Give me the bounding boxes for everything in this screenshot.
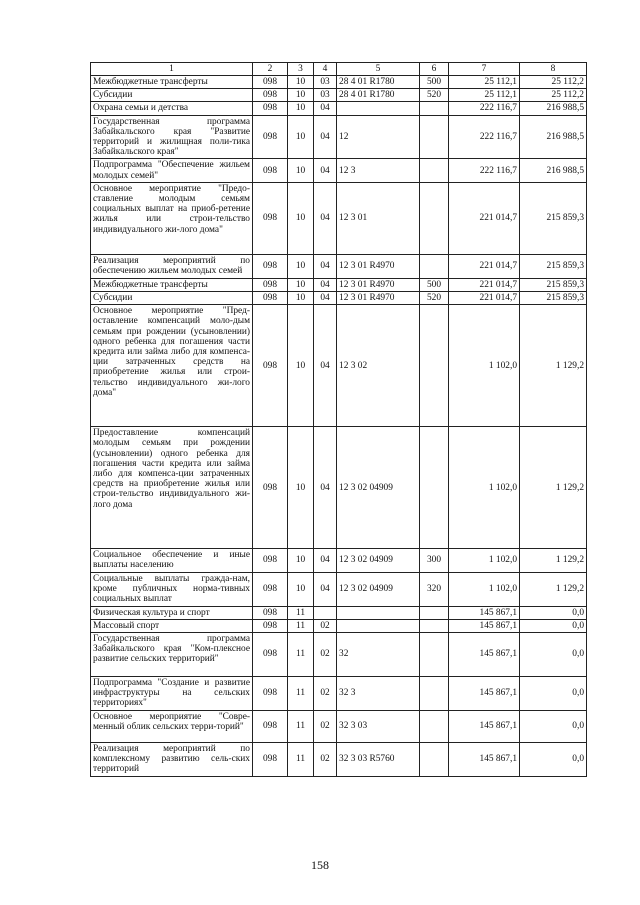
table-row <box>91 278 587 291</box>
table-row <box>91 619 587 632</box>
ministry-code: 098 <box>253 633 288 677</box>
table-row <box>91 572 587 606</box>
table-row <box>91 606 587 619</box>
row-name: Субсидии <box>91 89 253 102</box>
row-name: Социальные выплаты гражда-нам, кроме публичных норма-тивных социальных выплат <box>91 572 253 606</box>
section-code: 10 <box>288 572 314 606</box>
target-code: 12 3 02 04909 <box>337 549 420 572</box>
amount-year-1: 221 014,7 <box>449 254 520 278</box>
target-code <box>337 606 420 619</box>
subsection-code: 02 <box>314 633 337 677</box>
ministry-code: 098 <box>253 305 288 427</box>
amount-year-2: 1 129,2 <box>520 572 587 606</box>
section-code: 10 <box>288 292 314 305</box>
column-number: 4 <box>314 63 337 76</box>
expense-type-code <box>420 710 449 742</box>
amount-year-1: 145 867,1 <box>449 710 520 742</box>
ministry-code: 098 <box>253 710 288 742</box>
amount-year-2: 25 112,2 <box>520 89 587 102</box>
column-number: 2 <box>253 63 288 76</box>
section-code: 10 <box>288 76 314 89</box>
subsection-code: 04 <box>314 159 337 182</box>
row-name: Подпрограмма "Обеспечение жильем молодых семей" <box>91 159 253 182</box>
ministry-code: 098 <box>253 606 288 619</box>
section-code: 11 <box>288 619 314 632</box>
amount-year-2: 25 112,2 <box>520 76 587 89</box>
target-code: 32 3 03 <box>337 710 420 742</box>
column-number: 1 <box>91 63 253 76</box>
amount-year-2: 215 859,3 <box>520 182 587 254</box>
subsection-code: 04 <box>314 102 337 115</box>
amount-year-1: 25 112,1 <box>449 76 520 89</box>
row-name: Подпрограмма "Создание и развитие инфраструктуры на сельских территориях" <box>91 677 253 711</box>
table-row <box>91 549 587 572</box>
subsection-code: 04 <box>314 115 337 159</box>
amount-year-1: 221 014,7 <box>449 292 520 305</box>
target-code: 12 3 01 R4970 <box>337 292 420 305</box>
row-name: Физическая культура и спорт <box>91 606 253 619</box>
target-code <box>337 102 420 115</box>
amount-year-2: 1 129,2 <box>520 305 587 427</box>
section-code: 10 <box>288 102 314 115</box>
subsection-code: 04 <box>314 254 337 278</box>
subsection-code: 04 <box>314 305 337 427</box>
target-code: 12 <box>337 115 420 159</box>
target-code: 28 4 01 R1780 <box>337 76 420 89</box>
section-code: 10 <box>288 549 314 572</box>
amount-year-2: 0,0 <box>520 677 587 711</box>
amount-year-1: 1 102,0 <box>449 305 520 427</box>
subsection-code: 02 <box>314 677 337 711</box>
target-code: 12 3 02 <box>337 305 420 427</box>
section-code: 11 <box>288 606 314 619</box>
expense-type-code <box>420 254 449 278</box>
table-row <box>91 305 587 427</box>
subsection-code: 04 <box>314 292 337 305</box>
subsection-code: 04 <box>314 572 337 606</box>
subsection-code: 02 <box>314 742 337 776</box>
section-code: 10 <box>288 305 314 427</box>
expense-type-code <box>420 182 449 254</box>
row-name: Массовый спорт <box>91 619 253 632</box>
row-name: Реализация мероприятий по обеспечению жильем молодых семей <box>91 254 253 278</box>
expense-type-code: 520 <box>420 292 449 305</box>
table-row <box>91 677 587 711</box>
amount-year-2: 0,0 <box>520 606 587 619</box>
expense-type-code <box>420 102 449 115</box>
ministry-code: 098 <box>253 115 288 159</box>
ministry-code: 098 <box>253 102 288 115</box>
table-row <box>91 159 587 182</box>
table-row <box>91 710 587 742</box>
amount-year-1: 222 116,7 <box>449 159 520 182</box>
amount-year-1: 221 014,7 <box>449 278 520 291</box>
row-name: Государственная программа Забайкальского края "Ком-плексное развитие сельских территорий" <box>91 633 253 677</box>
amount-year-1: 145 867,1 <box>449 677 520 711</box>
column-number: 3 <box>288 63 314 76</box>
ministry-code: 098 <box>253 182 288 254</box>
row-name: Межбюджетные трансферты <box>91 278 253 291</box>
subsection-code: 04 <box>314 427 337 549</box>
amount-year-1: 1 102,0 <box>449 572 520 606</box>
ministry-code: 098 <box>253 292 288 305</box>
subsection-code: 02 <box>314 619 337 632</box>
column-number: 8 <box>520 63 587 76</box>
ministry-code: 098 <box>253 76 288 89</box>
page-number: 158 <box>311 858 329 872</box>
expense-type-code <box>420 159 449 182</box>
ministry-code: 098 <box>253 254 288 278</box>
amount-year-1: 25 112,1 <box>449 89 520 102</box>
column-number: 6 <box>420 63 449 76</box>
column-number: 7 <box>449 63 520 76</box>
target-code: 12 3 02 04909 <box>337 572 420 606</box>
budget-table <box>90 62 587 777</box>
expense-type-code <box>420 742 449 776</box>
amount-year-2: 0,0 <box>520 633 587 677</box>
expense-type-code <box>420 305 449 427</box>
ministry-code: 098 <box>253 549 288 572</box>
section-code: 10 <box>288 427 314 549</box>
ministry-code: 098 <box>253 427 288 549</box>
ministry-code: 098 <box>253 572 288 606</box>
row-name: Социальное обеспечение и иные выплаты населению <box>91 549 253 572</box>
row-name: Предоставление компенсаций молодым семьям при рождении (усыновлении) одного ребенка для погашения части кредита или займа либо для компенса-ции затраченных средств на приобретение жилья или строи-тельство индивидуального жи-лого дома <box>91 427 253 549</box>
section-code: 10 <box>288 115 314 159</box>
expense-type-code <box>420 677 449 711</box>
amount-year-1: 1 102,0 <box>449 549 520 572</box>
row-name: Государственная программа Забайкальского края "Развитие территорий и жилищная поли-тика Забайкальского края" <box>91 115 253 159</box>
expense-type-code <box>420 633 449 677</box>
expense-type-code: 500 <box>420 278 449 291</box>
column-number: 5 <box>337 63 420 76</box>
amount-year-2: 216 988,5 <box>520 115 587 159</box>
amount-year-1: 145 867,1 <box>449 606 520 619</box>
amount-year-2: 0,0 <box>520 742 587 776</box>
section-code: 11 <box>288 677 314 711</box>
target-code: 12 3 01 R4970 <box>337 278 420 291</box>
row-name: Основное мероприятие "Пред-оставление компенсаций моло-дым семьям при рождении (усыновлении) одного ребенка для погашения части кредита или займа либо для компенса-ции затраченных средств на приобретение жилья или строи-тельство индивидуального жи-лого дома" <box>91 305 253 427</box>
amount-year-1: 222 116,7 <box>449 102 520 115</box>
amount-year-2: 215 859,3 <box>520 254 587 278</box>
ministry-code: 098 <box>253 677 288 711</box>
expense-type-code: 520 <box>420 89 449 102</box>
subsection-code: 02 <box>314 710 337 742</box>
section-code: 11 <box>288 633 314 677</box>
table-row <box>91 182 587 254</box>
subsection-code <box>314 606 337 619</box>
target-code: 12 3 <box>337 159 420 182</box>
expense-type-code <box>420 427 449 549</box>
section-code: 11 <box>288 710 314 742</box>
row-name: Охрана семьи и детства <box>91 102 253 115</box>
table-row <box>91 115 587 159</box>
target-code <box>337 619 420 632</box>
subsection-code: 04 <box>314 549 337 572</box>
section-code: 11 <box>288 742 314 776</box>
expense-type-code: 500 <box>420 76 449 89</box>
amount-year-1: 221 014,7 <box>449 182 520 254</box>
table-row <box>91 427 587 549</box>
section-code: 10 <box>288 254 314 278</box>
amount-year-2: 215 859,3 <box>520 278 587 291</box>
amount-year-2: 0,0 <box>520 710 587 742</box>
amount-year-1: 145 867,1 <box>449 619 520 632</box>
amount-year-2: 1 129,2 <box>520 549 587 572</box>
ministry-code: 098 <box>253 619 288 632</box>
ministry-code: 098 <box>253 742 288 776</box>
target-code: 32 3 03 R5760 <box>337 742 420 776</box>
subsection-code: 03 <box>314 89 337 102</box>
table-row <box>91 292 587 305</box>
amount-year-1: 222 116,7 <box>449 115 520 159</box>
target-code: 12 3 01 <box>337 182 420 254</box>
section-code: 10 <box>288 182 314 254</box>
expense-type-code <box>420 619 449 632</box>
target-code: 12 3 02 04909 <box>337 427 420 549</box>
table-row <box>91 89 587 102</box>
subsection-code: 03 <box>314 76 337 89</box>
amount-year-2: 216 988,5 <box>520 159 587 182</box>
table-row <box>91 254 587 278</box>
subsection-code: 04 <box>314 182 337 254</box>
row-name: Межбюджетные трансферты <box>91 76 253 89</box>
amount-year-2: 215 859,3 <box>520 292 587 305</box>
expense-type-code <box>420 606 449 619</box>
column-number-row <box>91 63 587 76</box>
expense-type-code: 320 <box>420 572 449 606</box>
target-code: 28 4 01 R1780 <box>337 89 420 102</box>
amount-year-2: 1 129,2 <box>520 427 587 549</box>
expense-type-code <box>420 115 449 159</box>
ministry-code: 098 <box>253 278 288 291</box>
target-code: 32 3 <box>337 677 420 711</box>
section-code: 10 <box>288 89 314 102</box>
subsection-code: 04 <box>314 278 337 291</box>
target-code: 12 3 01 R4970 <box>337 254 420 278</box>
target-code: 32 <box>337 633 420 677</box>
row-name: Основное мероприятие "Предо-ставление молодым семьям социальных выплат на приоб-ретение жилья или строи-тельство индивидуального жи-лого дома" <box>91 182 253 254</box>
ministry-code: 098 <box>253 159 288 182</box>
row-name: Реализация мероприятий по комплексному развитию сель-ских территорий <box>91 742 253 776</box>
expense-type-code: 300 <box>420 549 449 572</box>
ministry-code: 098 <box>253 89 288 102</box>
amount-year-1: 1 102,0 <box>449 427 520 549</box>
section-code: 10 <box>288 278 314 291</box>
amount-year-2: 216 988,5 <box>520 102 587 115</box>
amount-year-2: 0,0 <box>520 619 587 632</box>
table-row <box>91 633 587 677</box>
section-code: 10 <box>288 159 314 182</box>
table-row <box>91 76 587 89</box>
table-row <box>91 102 587 115</box>
row-name: Субсидии <box>91 292 253 305</box>
amount-year-1: 145 867,1 <box>449 742 520 776</box>
table-row <box>91 742 587 776</box>
amount-year-1: 145 867,1 <box>449 633 520 677</box>
row-name: Основное мероприятие "Совре-менный облик сельских терри-торий" <box>91 710 253 742</box>
